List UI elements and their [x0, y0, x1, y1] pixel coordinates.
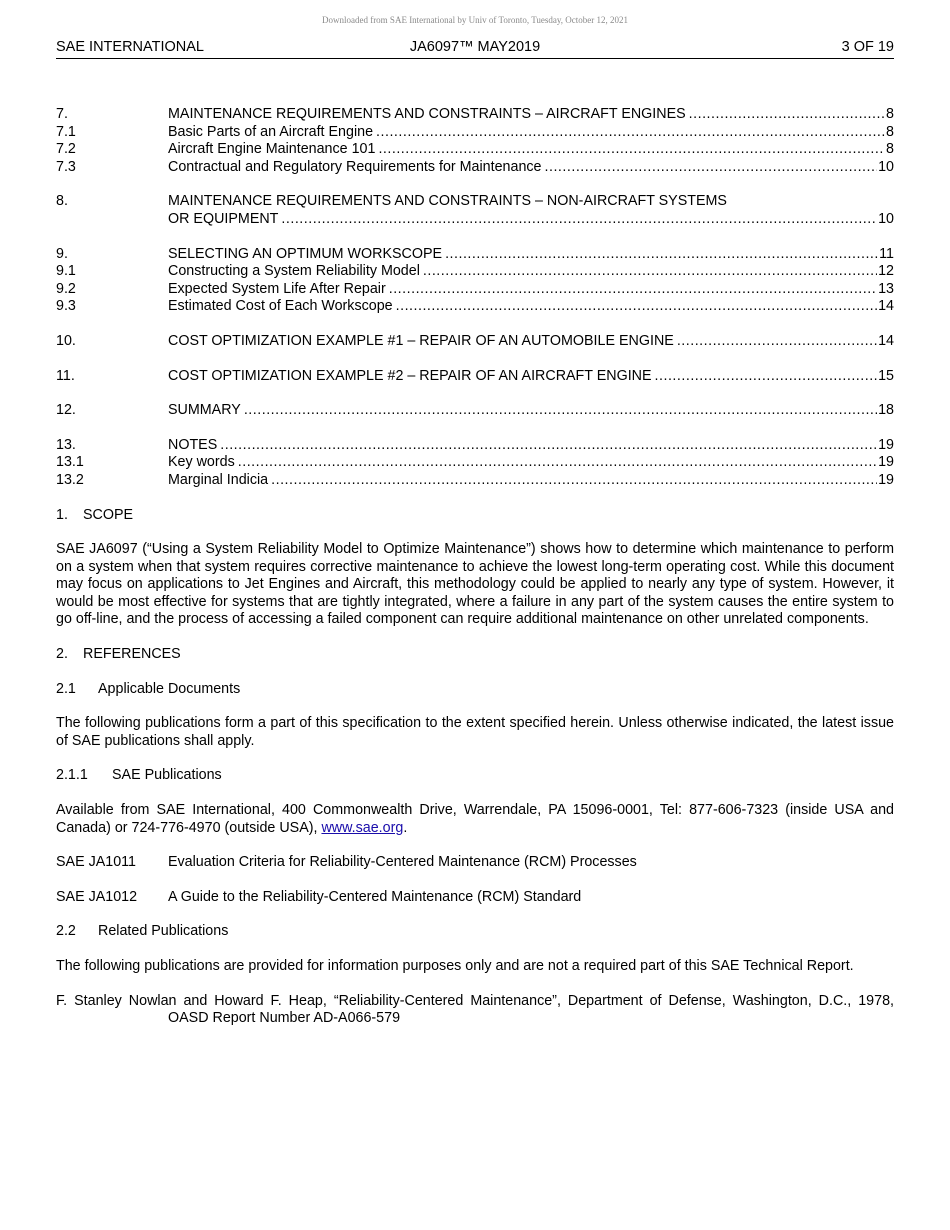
- toc-page-number: 8: [886, 123, 894, 140]
- toc-page-number: 8: [886, 141, 894, 158]
- toc-entry[interactable]: [56, 263, 894, 281]
- toc-title: SELECTING AN OPTIMUM WORKSCOPE: [168, 245, 443, 262]
- dot-leader: [281, 211, 877, 229]
- toc-title-leader: [168, 333, 877, 351]
- toc-number: 9.3: [56, 298, 76, 315]
- section-title: REFERENCES: [83, 646, 181, 663]
- toc-entry[interactable]: [56, 402, 894, 420]
- toc-title: SUMMARY: [168, 402, 241, 419]
- table-of-contents: [56, 106, 894, 490]
- section-title: Applicable Documents: [98, 680, 241, 697]
- section-title: Related Publications: [98, 923, 229, 940]
- toc-title-leader: [168, 281, 877, 299]
- toc-title-leader: [168, 454, 877, 472]
- toc-number: 7.2: [56, 141, 76, 158]
- toc-number: 12.: [56, 402, 76, 419]
- toc-number: 9.2: [56, 280, 76, 297]
- toc-page-number: 19: [878, 436, 894, 453]
- dot-leader: [445, 246, 878, 264]
- section-number: 2.2: [56, 923, 76, 940]
- toc-title-leader: [168, 402, 877, 420]
- toc-page-number: 11: [879, 245, 894, 262]
- dot-leader: [689, 106, 885, 124]
- toc-title: NOTES: [168, 436, 218, 453]
- toc-number: 8.: [56, 193, 68, 210]
- toc-page-number: 10: [878, 210, 894, 227]
- section-heading-references: [56, 646, 894, 664]
- toc-title: COST OPTIMIZATION EXAMPLE #1 – REPAIR OF AN AUTOMOBILE ENGINE: [168, 332, 674, 349]
- header-document-id: JA6097™ MAY2019: [409, 39, 541, 55]
- citation-entry: F. Stanley Nowlan and Howard F. Heap, “Reliability-Centered Maintenance”, Department of Defense, Washington, D.C., 1978, OASD Report Number AD-A066-579: [56, 992, 894, 1027]
- toc-page-number: 14: [878, 332, 894, 349]
- toc-number: 9.1: [56, 263, 76, 280]
- toc-entry[interactable]: [56, 281, 894, 299]
- toc-page-number: 8: [886, 106, 894, 122]
- section-number: 2.1.1: [56, 767, 88, 784]
- availability-text-end: .: [403, 819, 408, 836]
- reference-entry: [56, 889, 894, 907]
- toc-title: MAINTENANCE REQUIREMENTS AND CONSTRAINTS – AIRCRAFT ENGINES: [168, 106, 686, 122]
- toc-title: Aircraft Engine Maintenance 101: [168, 141, 376, 158]
- header-page-number: 3 OF 19: [841, 39, 894, 55]
- section-number: 2.: [56, 646, 68, 663]
- toc-page-number: 13: [878, 280, 894, 297]
- related-publications-paragraph: The following publications are provided for information purposes only and are not a required part of this SAE Technical Report.: [56, 958, 854, 974]
- toc-entry[interactable]: [56, 106, 894, 124]
- toc-title-leader: [168, 472, 877, 490]
- toc-title: Marginal Indicia: [168, 471, 269, 488]
- dot-leader: [378, 141, 885, 159]
- toc-title-leader: [168, 263, 877, 281]
- dot-leader: [655, 368, 878, 386]
- toc-title-leader: [168, 124, 885, 142]
- dot-leader: [238, 454, 877, 472]
- dot-leader: [545, 159, 878, 177]
- toc-page-number: 18: [878, 402, 894, 419]
- toc-number: 11.: [56, 367, 75, 384]
- toc-entry[interactable]: [56, 211, 894, 229]
- dot-leader: [220, 437, 877, 455]
- toc-number: 13.1: [56, 454, 84, 471]
- dot-leader: [396, 298, 877, 316]
- section-heading-related-publications: [56, 923, 894, 941]
- toc-entry[interactable]: [56, 124, 894, 142]
- toc-title: Key words: [168, 454, 235, 471]
- toc-title: Basic Parts of an Aircraft Engine: [168, 123, 374, 140]
- toc-title: Constructing a System Reliability Model: [168, 263, 420, 280]
- section-number: 1.: [56, 506, 68, 523]
- toc-title: COST OPTIMIZATION EXAMPLE #2 – REPAIR OF AN AIRCRAFT ENGINE: [168, 367, 652, 384]
- dot-leader: [677, 333, 877, 351]
- toc-entry[interactable]: [56, 141, 894, 159]
- toc-page-number: 12: [878, 263, 894, 280]
- toc-entry[interactable]: [56, 472, 894, 490]
- dot-leader: [389, 281, 877, 299]
- toc-title-leader: [168, 106, 885, 124]
- toc-title: MAINTENANCE REQUIREMENTS AND CONSTRAINTS – NON-AIRCRAFT SYSTEMS: [168, 193, 727, 210]
- toc-entry[interactable]: [56, 246, 894, 264]
- dot-leader: [423, 263, 877, 281]
- toc-number: 7.3: [56, 158, 76, 175]
- dot-leader: [376, 124, 885, 142]
- section-title: SAE Publications: [112, 767, 222, 784]
- toc-title: Expected System Life After Repair: [168, 280, 386, 297]
- section-heading-applicable-documents: [56, 681, 894, 699]
- reference-title: Evaluation Criteria for Reliability-Centered Maintenance (RCM) Processes: [168, 854, 637, 871]
- toc-entry[interactable]: [56, 368, 894, 386]
- toc-number: 7.1: [56, 123, 76, 140]
- toc-entry[interactable]: [56, 437, 894, 455]
- sae-availability-paragraph: [56, 802, 894, 837]
- section-heading-scope: [56, 507, 894, 525]
- toc-title-leader: [168, 437, 877, 455]
- download-banner: Downloaded from SAE International by Univ of Toronto, Tuesday, October 12, 2021: [321, 15, 629, 25]
- dot-leader: [244, 402, 877, 420]
- toc-title: Estimated Cost of Each Workscope: [168, 298, 393, 315]
- toc-number: 13.2: [56, 471, 84, 488]
- section-number: 2.1: [56, 680, 76, 697]
- page-header: [56, 37, 894, 59]
- section-title: SCOPE: [83, 506, 134, 523]
- reference-title: A Guide to the Reliability-Centered Maintenance (RCM) Standard: [168, 888, 582, 905]
- page-content: [56, 106, 894, 1028]
- toc-page-number: 10: [878, 158, 894, 175]
- toc-page-number: 14: [878, 298, 894, 315]
- section-heading-sae-publications: [56, 767, 894, 785]
- toc-title-leader: [168, 141, 885, 159]
- reference-code: SAE JA1012: [56, 888, 138, 905]
- toc-title-leader: [168, 368, 877, 386]
- toc-number: 9.: [56, 245, 68, 262]
- toc-entry[interactable]: [56, 454, 894, 472]
- reference-code: SAE JA1011: [56, 854, 137, 871]
- toc-number: 10.: [56, 332, 76, 349]
- toc-title-leader: [168, 159, 877, 177]
- toc-title-leader: [168, 211, 877, 229]
- toc-entry[interactable]: [56, 333, 894, 351]
- sae-website-link[interactable]: www.sae.org: [321, 819, 404, 836]
- toc-entry[interactable]: [56, 159, 894, 177]
- header-publisher: SAE INTERNATIONAL: [56, 39, 204, 55]
- toc-page-number: 15: [878, 367, 894, 384]
- toc-page-number: 19: [878, 471, 894, 488]
- toc-entry-line: [56, 193, 894, 211]
- reference-entry: [56, 854, 894, 872]
- toc-title: Contractual and Regulatory Requirements for Maintenance: [168, 158, 542, 175]
- toc-number: 7.: [56, 106, 68, 122]
- scope-paragraph: SAE JA6097 (“Using a System Reliability Model to Optimize Maintenance”) shows how to determine which maintenance to perform on a system when that system requires corrective maintenance to achieve the lowest long-term operating cost. While this document may focus on applications to Jet Engines and Aircraft, this methodology could be applied to nearly any type of system. However, it would be most effective for systems that are tightly integrated, where a failure in any part of the system causes the entire system to go off-line, and the process of accessing a failed component can require additional maintenance on other unrelated components.: [56, 541, 894, 628]
- toc-title: OR EQUIPMENT: [168, 210, 279, 227]
- availability-text: Available from SAE International, 400 Commonwealth Drive, Warrendale, PA 15096-0001, Tel: 877-606-7323 (inside USA and Canada) or 724-776-4970 (outside USA),: [56, 802, 894, 836]
- toc-title-leader: [168, 298, 877, 316]
- toc-number: 13.: [56, 436, 76, 453]
- applicable-documents-paragraph: The following publications form a part of this specification to the extent specified herein. Unless otherwise indicated, the latest issue of SAE publications shall apply.: [56, 715, 894, 749]
- toc-title-leader: [168, 246, 878, 264]
- toc-page-number: 19: [878, 454, 894, 471]
- dot-leader: [271, 472, 877, 490]
- toc-entry[interactable]: [56, 298, 894, 316]
